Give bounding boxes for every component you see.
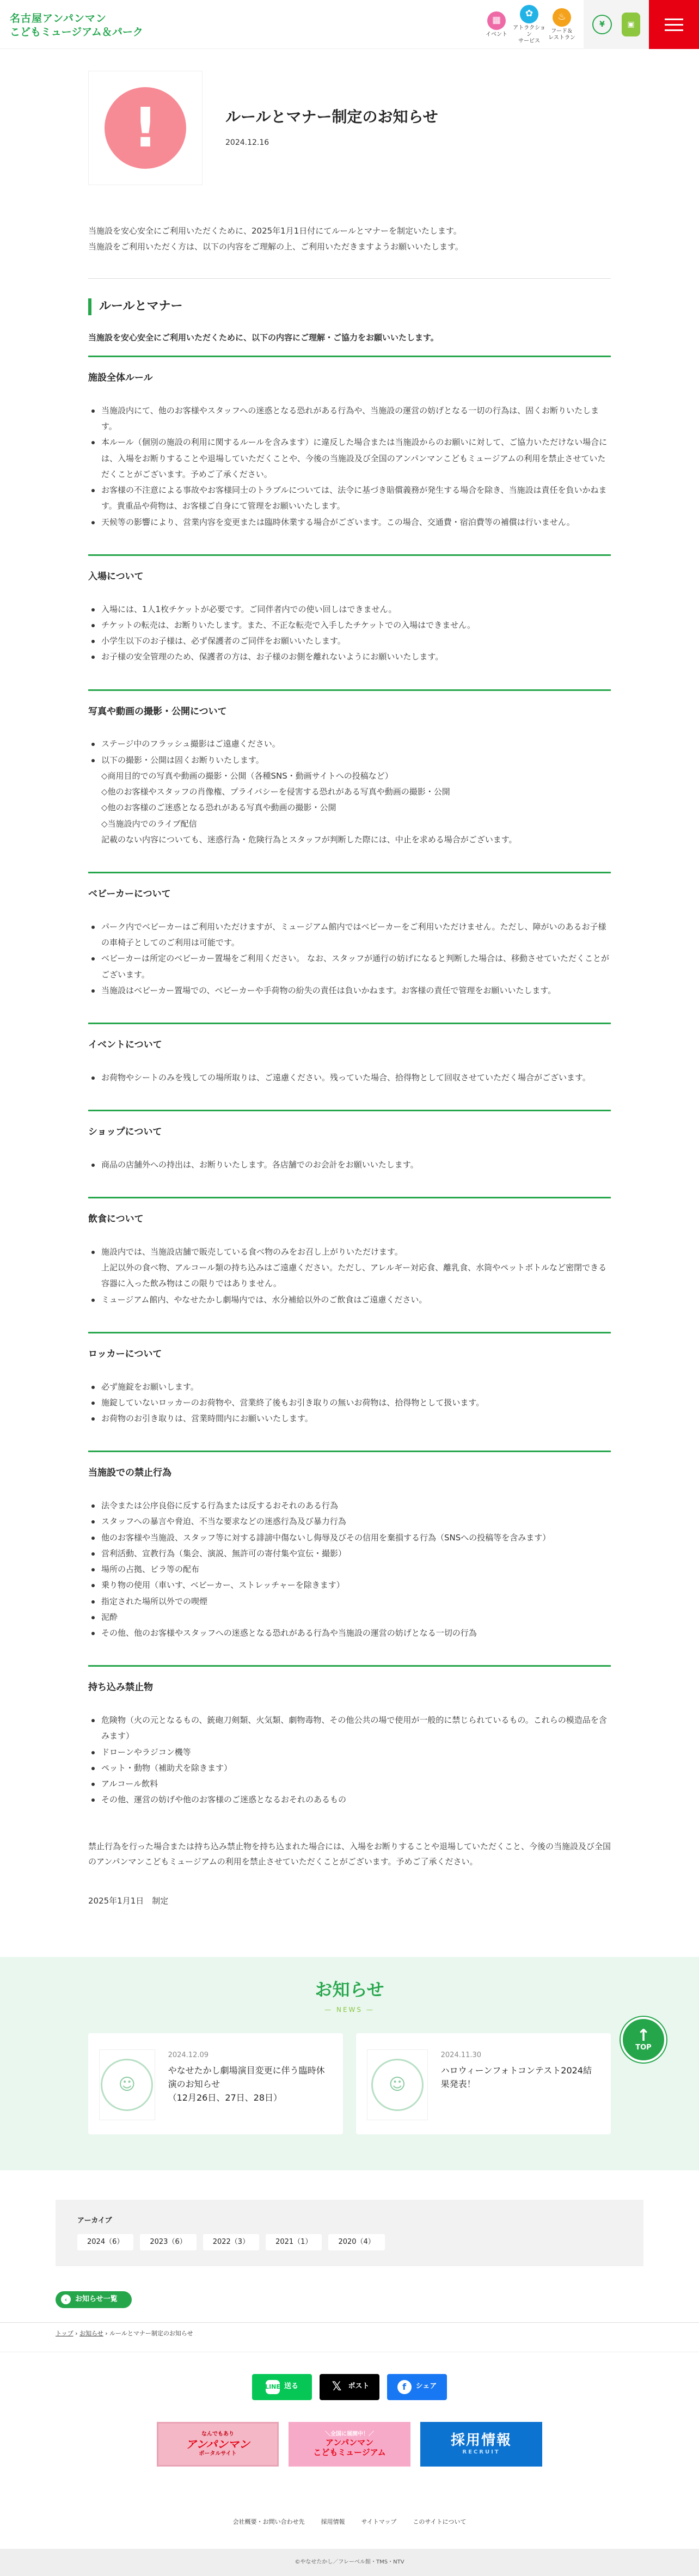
news-date: 2024.12.09	[168, 2051, 209, 2060]
rule-sub-item: 記載のない内容についても、迷惑行為・危険行為とスタッフが判断した際には、中止を求める場合がございます。	[101, 834, 517, 845]
rule-item: 施設内では、当施設店舗で販売している食べ物のみをお召し上がりいただけます。 上記以外の食べ物、アルコール類の持ち込みはご遠慮ください。ただし、アレルギー対応食、離乳食、水筒やペットボトルなど密閉できる容器に入った飲み物はこの限りではありません。	[88, 1244, 611, 1292]
bus-icon[interactable]: ▣	[622, 13, 640, 36]
rule-list	[88, 602, 611, 665]
news-card-title: ハロウィーンフォトコンテスト2024結果発表！	[440, 2065, 592, 2089]
rule-item: 当施設はベビーカー置場での、ベビーカーや手荷物の紛失の責任は負いかねます。お客様の責任で管理をお願いいたします。	[88, 983, 611, 999]
rule-item: 乗り物の使用（車いす、ベビーカー、ストレッチャーを除きます）	[88, 1577, 611, 1593]
rule-item: ステージ中のフラッシュ撮影はご遠慮ください。	[88, 736, 611, 752]
rule-section-title: ベビーカーについて	[88, 889, 171, 900]
rule-item: ペット・動物（補助犬を除きます）	[88, 1760, 611, 1776]
footer-link[interactable]: 会社概要・お問い合わせ先	[232, 2518, 305, 2525]
rule-sub-item: ◇商用目的での写真や動画の撮影・公開（各種SNS・動画サイトへの投稿など）	[101, 770, 393, 781]
rule-item: 小学生以下のお子様は、必ず保護者のご同伴をお願いいたします。	[88, 633, 611, 649]
share-x-button[interactable]	[320, 2374, 379, 2400]
section-lead: 当施設を安心安全にご利用いただくために、以下の内容にご理解・ご協力をお願いいたします。	[88, 332, 439, 342]
rule-section-title: 写真や動画の撮影・公開について	[88, 706, 227, 717]
news-thumbnail	[99, 2049, 155, 2120]
rule-item: アルコール飲料	[88, 1776, 611, 1792]
divider	[88, 1332, 611, 1333]
article-head	[88, 71, 611, 185]
archive-years	[77, 2234, 622, 2251]
header-utility	[584, 0, 649, 49]
nav-event-label: イベント	[486, 31, 507, 38]
rule-item: 当施設内にて、他のお客様やスタッフへの迷惑となる恐れがある行為や、当施設の運営の妨げとなる一切の行為は、固くお断りいたします。	[88, 403, 611, 435]
rule-section-title: 施設全体ルール	[88, 372, 153, 384]
rule-item: お客様の不注意による事故やお客様同士のトラブルについては、法令に基づき賠償義務が発生する場合を除き、当施設は責任を負いかねます。貴重品や荷物は、お客様ご自身にて管理をお願いいたします。	[88, 482, 611, 515]
rule-item: その他、運営の妨げや他のお客様のご迷惑となるおそれのあるもの	[88, 1792, 611, 1808]
news-subtitle: — NEWS —	[324, 2006, 375, 2014]
rule-section	[88, 1680, 611, 1808]
banner-sub: RECRUIT	[462, 2449, 500, 2456]
rule-item: お荷物のお引き取りは、営業時間内にお願いいたします。	[88, 1411, 611, 1427]
rule-item: 営利活動、宣教行為（集会、演説、無許可の寄付集や宣伝・撮影）	[88, 1546, 611, 1562]
news-list-label: お知らせ一覧	[75, 2294, 118, 2303]
rule-list	[88, 1498, 611, 1641]
banner-small: ＼全国に展開中！／	[324, 2431, 374, 2437]
recruit-banner[interactable]	[420, 2422, 542, 2467]
article-date: 2024.12.16	[225, 138, 269, 148]
portal-banner[interactable]	[157, 2422, 279, 2467]
banners	[0, 2422, 699, 2467]
rule-list	[88, 403, 611, 530]
closing-note: 禁止行為を行った場合または持ち込み禁止物を持ち込まれた場合には、入場をお断りすることや退場していただくこと、今後の当施設及び全国のアンパンマンこどもミュージアムの利用を禁止させていただくことがございます。予めご了承ください。	[88, 1841, 611, 1867]
news-date: 2024.11.30	[440, 2051, 482, 2060]
section-heading: ルールとマナー	[88, 298, 611, 315]
line-icon: LINE	[266, 2380, 280, 2394]
rule-sub-item: ◇他のお客様のご迷惑となる恐れがある写真や動画の撮影・公開	[101, 803, 336, 813]
copyright: ©やなせたかし／フレーベル館・TMS・NTV	[0, 2549, 699, 2576]
divider	[88, 872, 611, 873]
share-buttons	[0, 2374, 699, 2400]
rule-item: 天候等の影響により、営業内容を変更または臨時休業する場合がございます。この場合、交通費・宿泊費等の補償は行いません。	[88, 515, 611, 530]
intro-line: 当施設を安心安全にご利用いただくために、2025年1月1日付にてルールとマナーを制定いたします。	[88, 226, 462, 236]
share-facebook-label: シェア	[415, 2382, 437, 2391]
divider	[88, 1197, 611, 1198]
archive-year-link[interactable]: 2022（3）	[203, 2234, 259, 2251]
logo-line2: こどもミュージアム＆パーク	[10, 26, 143, 38]
article-intro	[88, 223, 611, 254]
news-card[interactable]	[356, 2033, 611, 2134]
footer-link[interactable]: このサイトについて	[413, 2518, 467, 2525]
rule-list	[88, 1244, 611, 1308]
rule-item: スタッフへの暴言や脅迫、不当な要求などの迷惑行為及び暴力行為	[88, 1514, 611, 1529]
x-icon: 𝕏	[332, 2379, 342, 2394]
rule-list	[88, 1157, 611, 1173]
site-header	[0, 0, 699, 49]
enactment-date: 2025年1月1日 制定	[88, 1895, 169, 1906]
rule-list	[88, 736, 611, 768]
archive-year-link[interactable]: 2020（4）	[328, 2234, 384, 2251]
news-card-text	[441, 2049, 600, 2118]
rule-section	[88, 704, 611, 874]
rule-item: 場所の占拠、ビラ等の配布	[88, 1562, 611, 1577]
divider	[88, 356, 611, 357]
nav-attraction[interactable]	[513, 0, 545, 49]
header-nav	[480, 0, 649, 49]
rule-item: 本ルール（個別の施設の利用に関するルールを含みます）に違反した場合または当施設からのお願いに対して、ご協力いただけない場合には、入場をお断りすることや退場していただくことや、今後の当施設及び全国のアンパンマンこどもミュージアムの利用を禁止させていただくことがございます。予めご了承ください。	[88, 435, 611, 482]
share-line-button[interactable]	[252, 2374, 312, 2400]
nav-food[interactable]	[545, 0, 578, 49]
news-card[interactable]	[88, 2033, 343, 2134]
back-to-top-label: TOP	[635, 2043, 652, 2052]
banner-sub: ポータルサイト	[199, 2450, 237, 2457]
archive-year-link[interactable]: 2024（6）	[77, 2234, 133, 2251]
rule-item: お荷物やシートのみを残しての場所取りは、ご遠慮ください。残っていた場合、拾得物として回収させていただく場合がございます。	[88, 1070, 611, 1086]
attraction-icon: ✿	[520, 5, 538, 23]
news-card-text	[168, 2049, 332, 2118]
breadcrumb	[56, 2328, 643, 2339]
rule-item: ドローンやラジコン機等	[88, 1745, 611, 1760]
rule-section	[88, 1465, 611, 1667]
rule-item: 以下の撮影・公開は固くお断りいたします。	[88, 752, 611, 768]
nav-food-label: フード＆ レストラン	[548, 28, 575, 41]
rule-list	[88, 1070, 611, 1086]
rule-item: お子様の安全管理のため、保護者の方は、お子様のお側を離れないようにお願いいたします。	[88, 649, 611, 665]
divider	[88, 1023, 611, 1024]
rule-section-title: ショップについて	[88, 1127, 162, 1138]
logo-line1: 名古屋アンパンマン	[10, 13, 107, 25]
breadcrumb-news[interactable]: お知らせ	[79, 2329, 103, 2337]
rule-item: 他のお客様や当施設、スタッフ等に対する誹謗中傷ないし侮辱及びその信用を棄損する行為（SNSへの投稿等を含みます）	[88, 1530, 611, 1546]
anpanman-icon: ☺	[101, 2059, 153, 2111]
breadcrumb-separator: ›	[75, 2329, 80, 2337]
rule-item: 商品の店舗外への持出は、お断りいたします。各店舗でのお会計をお願いいたします。	[88, 1157, 611, 1173]
rule-item: ミュージアム館内、やなせたかし劇場内では、水分補給以外のご飲食はご遠慮ください。	[88, 1292, 611, 1308]
rules-sections	[88, 370, 611, 1808]
footer-link[interactable]: サイトマップ	[361, 2518, 397, 2525]
ticket-icon[interactable]: ¥	[592, 15, 612, 34]
divider	[88, 1451, 611, 1452]
banner-main: アンパンマン こどもミュージアム	[313, 2437, 386, 2457]
menu-button[interactable]	[649, 0, 699, 49]
rule-sub-item: ◇他のお客様やスタッフの肖像権、プライバシーを侵害する恐れがある写真や動画の撮影・公開	[101, 787, 450, 797]
article	[88, 71, 611, 1908]
banner-main: アンパンマン	[186, 2437, 250, 2451]
rule-item: 入場には、1人1枚チケットが必要です。ご同伴者内での使い回しはできません。	[88, 602, 611, 617]
divider	[88, 1665, 611, 1667]
arrow-up-icon: ↑	[636, 2026, 651, 2045]
rule-section	[88, 1037, 611, 1111]
anpanman-icon: ☺	[371, 2059, 424, 2111]
divider	[88, 689, 611, 691]
article-thumbnail	[88, 71, 203, 185]
footer-link[interactable]: 採用情報	[321, 2518, 345, 2525]
rule-item: ベビーカーは所定のベビーカー置場をご利用ください。 なお、スタッフが通行の妨げになると判断した場合は、移動させていただくことがございます。	[88, 951, 611, 983]
share-x-label: ポスト	[348, 2382, 370, 2391]
breadcrumb-home[interactable]: トップ	[56, 2329, 73, 2337]
share-line-label: 送る	[284, 2382, 298, 2391]
facebook-icon: f	[397, 2380, 412, 2394]
rule-section-title: 持ち込み禁止物	[88, 1682, 153, 1693]
breadcrumb-separator: ›	[105, 2329, 110, 2337]
nav-attraction-label: アトラクション サービス	[513, 25, 545, 44]
archive-label: アーカイブ	[77, 2216, 112, 2225]
rule-list	[88, 919, 611, 999]
archive-year-link[interactable]: 2021（1）	[266, 2234, 322, 2251]
rule-item: 必ず施錠をお願いします。	[88, 1379, 611, 1395]
rule-item: パーク内でベビーカーはご利用いただけますが、ミュージアム館内ではベビーカーをご利用いただけません。ただし、障がいのあるお子様の車椅子としてのご利用は可能です。	[88, 919, 611, 951]
rule-section	[88, 1211, 611, 1333]
rule-item: その他、他のお客様やスタッフへの迷惑となる恐れがある行為や当施設の運営の妨げとなる一切の行為	[88, 1625, 611, 1641]
divider	[88, 278, 611, 279]
news-cards	[88, 2033, 611, 2134]
news-thumbnail	[367, 2049, 428, 2120]
rule-sub-item: ◇当施設内でのライブ配信	[101, 818, 197, 829]
rule-item: チケットの転売は、お断りいたします。また、不正な転売で入手したチケットでの入場はできません。	[88, 617, 611, 633]
rule-section	[88, 370, 611, 556]
back-to-top-button[interactable]	[621, 2017, 666, 2063]
rule-item: 法令または公序良俗に反する行為または反するおそれのある行為	[88, 1498, 611, 1514]
divider	[88, 1110, 611, 1111]
rule-item: 指定された場所以外での喫煙	[88, 1594, 611, 1610]
news-card-title: やなせたかし劇場演目変更に伴う臨時休演のお知らせ （12月26日、27日、28日）	[168, 2065, 325, 2103]
banner-small: なんでもあり	[201, 2431, 234, 2437]
museum-banner[interactable]	[289, 2422, 410, 2467]
banner-main: 採用情報	[450, 2432, 512, 2449]
rule-item: 泥酔	[88, 1610, 611, 1625]
rule-section	[88, 1124, 611, 1198]
intro-line: 当施設をご利用いただく方は、以下の内容をご理解の上、ご利用いただきますようお願いいたします。	[88, 241, 463, 252]
footer-links	[0, 2517, 699, 2527]
rule-section-title: 入場について	[88, 571, 144, 582]
rule-section	[88, 569, 611, 691]
chevron-left-icon: ‹	[61, 2294, 71, 2304]
menu-icon	[665, 19, 683, 20]
news-title: お知らせ	[315, 1979, 384, 2000]
rule-section-title: 当施設での禁止行為	[88, 1467, 171, 1479]
rule-item: 危険物（火の元となるもの、銃砲刀剣類、火気類、劇物毒物、その他公共の場で使用が一般的に禁じられているもの。これらの模造品を含みます）	[88, 1712, 611, 1745]
archive	[56, 2200, 643, 2266]
rule-item: 施錠していないロッカーのお荷物や、営業終了後もお引き取りの無いお荷物は、拾得物として扱います。	[88, 1395, 611, 1411]
rule-list	[88, 1379, 611, 1427]
page-title: ルールとマナー制定のお知らせ	[225, 108, 438, 126]
divider	[0, 2322, 699, 2323]
rule-list	[88, 1712, 611, 1808]
rule-section	[88, 886, 611, 1024]
article-title-block	[225, 106, 438, 150]
divider	[88, 554, 611, 556]
rule-section-title: 飲食について	[88, 1214, 144, 1225]
exclamation-icon: !	[105, 87, 186, 169]
news-subtitle-text: NEWS	[336, 2006, 363, 2014]
nav-event[interactable]	[480, 0, 513, 49]
share-facebook-button[interactable]	[387, 2374, 447, 2400]
rule-section-title: イベントについて	[88, 1039, 162, 1051]
news-section	[0, 1957, 699, 2170]
rule-section	[88, 1347, 611, 1453]
rule-section-title: ロッカーについて	[88, 1348, 162, 1360]
archive-year-link[interactable]: 2023（6）	[140, 2234, 196, 2251]
news-list-button[interactable]	[56, 2291, 132, 2308]
breadcrumb-current: ルールとマナー制定のお知らせ	[109, 2329, 193, 2337]
site-logo[interactable]	[10, 12, 143, 39]
calendar-icon: ▦	[487, 11, 506, 30]
food-icon: ♨	[553, 8, 571, 27]
